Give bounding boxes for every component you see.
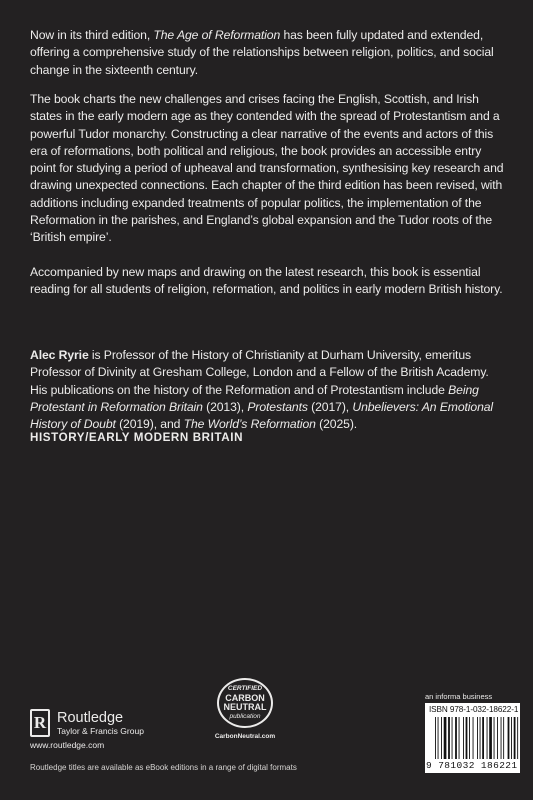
author-bio-text: (2017), — [307, 399, 353, 414]
subject-category: HISTORY/EARLY MODERN BRITAIN — [30, 431, 244, 444]
routledge-r-icon: R — [30, 709, 50, 737]
publisher-name: Routledge — [57, 710, 124, 726]
author-bio — [30, 347, 508, 433]
author-book: Being Protestant in Reformation Britain — [30, 382, 479, 414]
blurb-intro-pre: Now in its third edition, — [30, 28, 154, 42]
publisher-text — [57, 710, 144, 736]
blurb-intro — [30, 27, 508, 79]
barcode-bars-icon — [435, 717, 519, 759]
author-name: Alec Ryrie — [30, 348, 89, 362]
carbon-neutral-label: CARBON NEUTRAL — [223, 693, 267, 712]
author-book: Protestants — [247, 399, 308, 414]
author-bio-text: (2019), and — [115, 417, 184, 432]
author-bio-text: (2013), — [202, 399, 248, 414]
publisher-website: www.routledge.com — [30, 740, 105, 750]
book-title: The Age of Reformation — [153, 28, 281, 42]
barcode-digits: 9 781032 186221 — [426, 760, 518, 771]
ebook-availability-note: Routledge titles are available as eBook editions in a range of digital formats — [30, 763, 297, 772]
informa-business-label: an informa business — [425, 692, 493, 701]
blurb-body: The book charts the new challenges and crises facing the English, Scottish, and Irish states in the early modern age as they contended with the spread of Protestantism and a powerful Tudor monarchy. Constructing a clear narrative of the events and actors of this era of reformations, both political and religious, the book provides an accessible entry point for studying a period of upheaval and transformation, synthesising key research and drawing unexpected connections. Each chapter of the third edition has been revised, with additions including expanded treatments of popular politics, the implementation of the Reformation in the parishes, and England’s global expansion and the Tudor roots of the ‘British empire’. — [30, 92, 504, 245]
carbon-neutral-url: CarbonNeutral.com — [214, 733, 276, 740]
blurb-intro-post: has been fully updated and extended, offering a comprehensive study of the relationships between religion, politics, and social change in the sixteenth century. — [30, 28, 494, 77]
author-bio-text: (2025). — [315, 417, 358, 432]
publisher-group: Taylor & Francis Group — [57, 726, 144, 736]
isbn-number: ISBN 978-1-032-18622-1 — [429, 705, 519, 714]
carbon-publication-label: publication — [229, 713, 261, 720]
author-bio-text: is Professor of the History of Christianity at Durham University, emeritus Professor of Divinity at Gresham College, London and a Fellow of the British Academy. His publications on the history of the Reformation and of Protestantism include — [30, 348, 489, 397]
carbon-neutral-badge-icon — [217, 678, 273, 728]
publisher-logo — [30, 706, 144, 740]
author-book: The World’s Reformation — [183, 417, 316, 432]
blurb-closing: Accompanied by new maps and drawing on the latest research, this book is essential reading for all students of religion, reformation, and politics in early modern British history. — [30, 265, 503, 297]
author-book: Unbelievers: An Emotional History of Doubt — [30, 399, 494, 432]
carbon-certified-label: CERTIFIED — [227, 684, 263, 692]
isbn-barcode — [425, 703, 520, 773]
carbon-neutral-logo — [205, 678, 285, 750]
